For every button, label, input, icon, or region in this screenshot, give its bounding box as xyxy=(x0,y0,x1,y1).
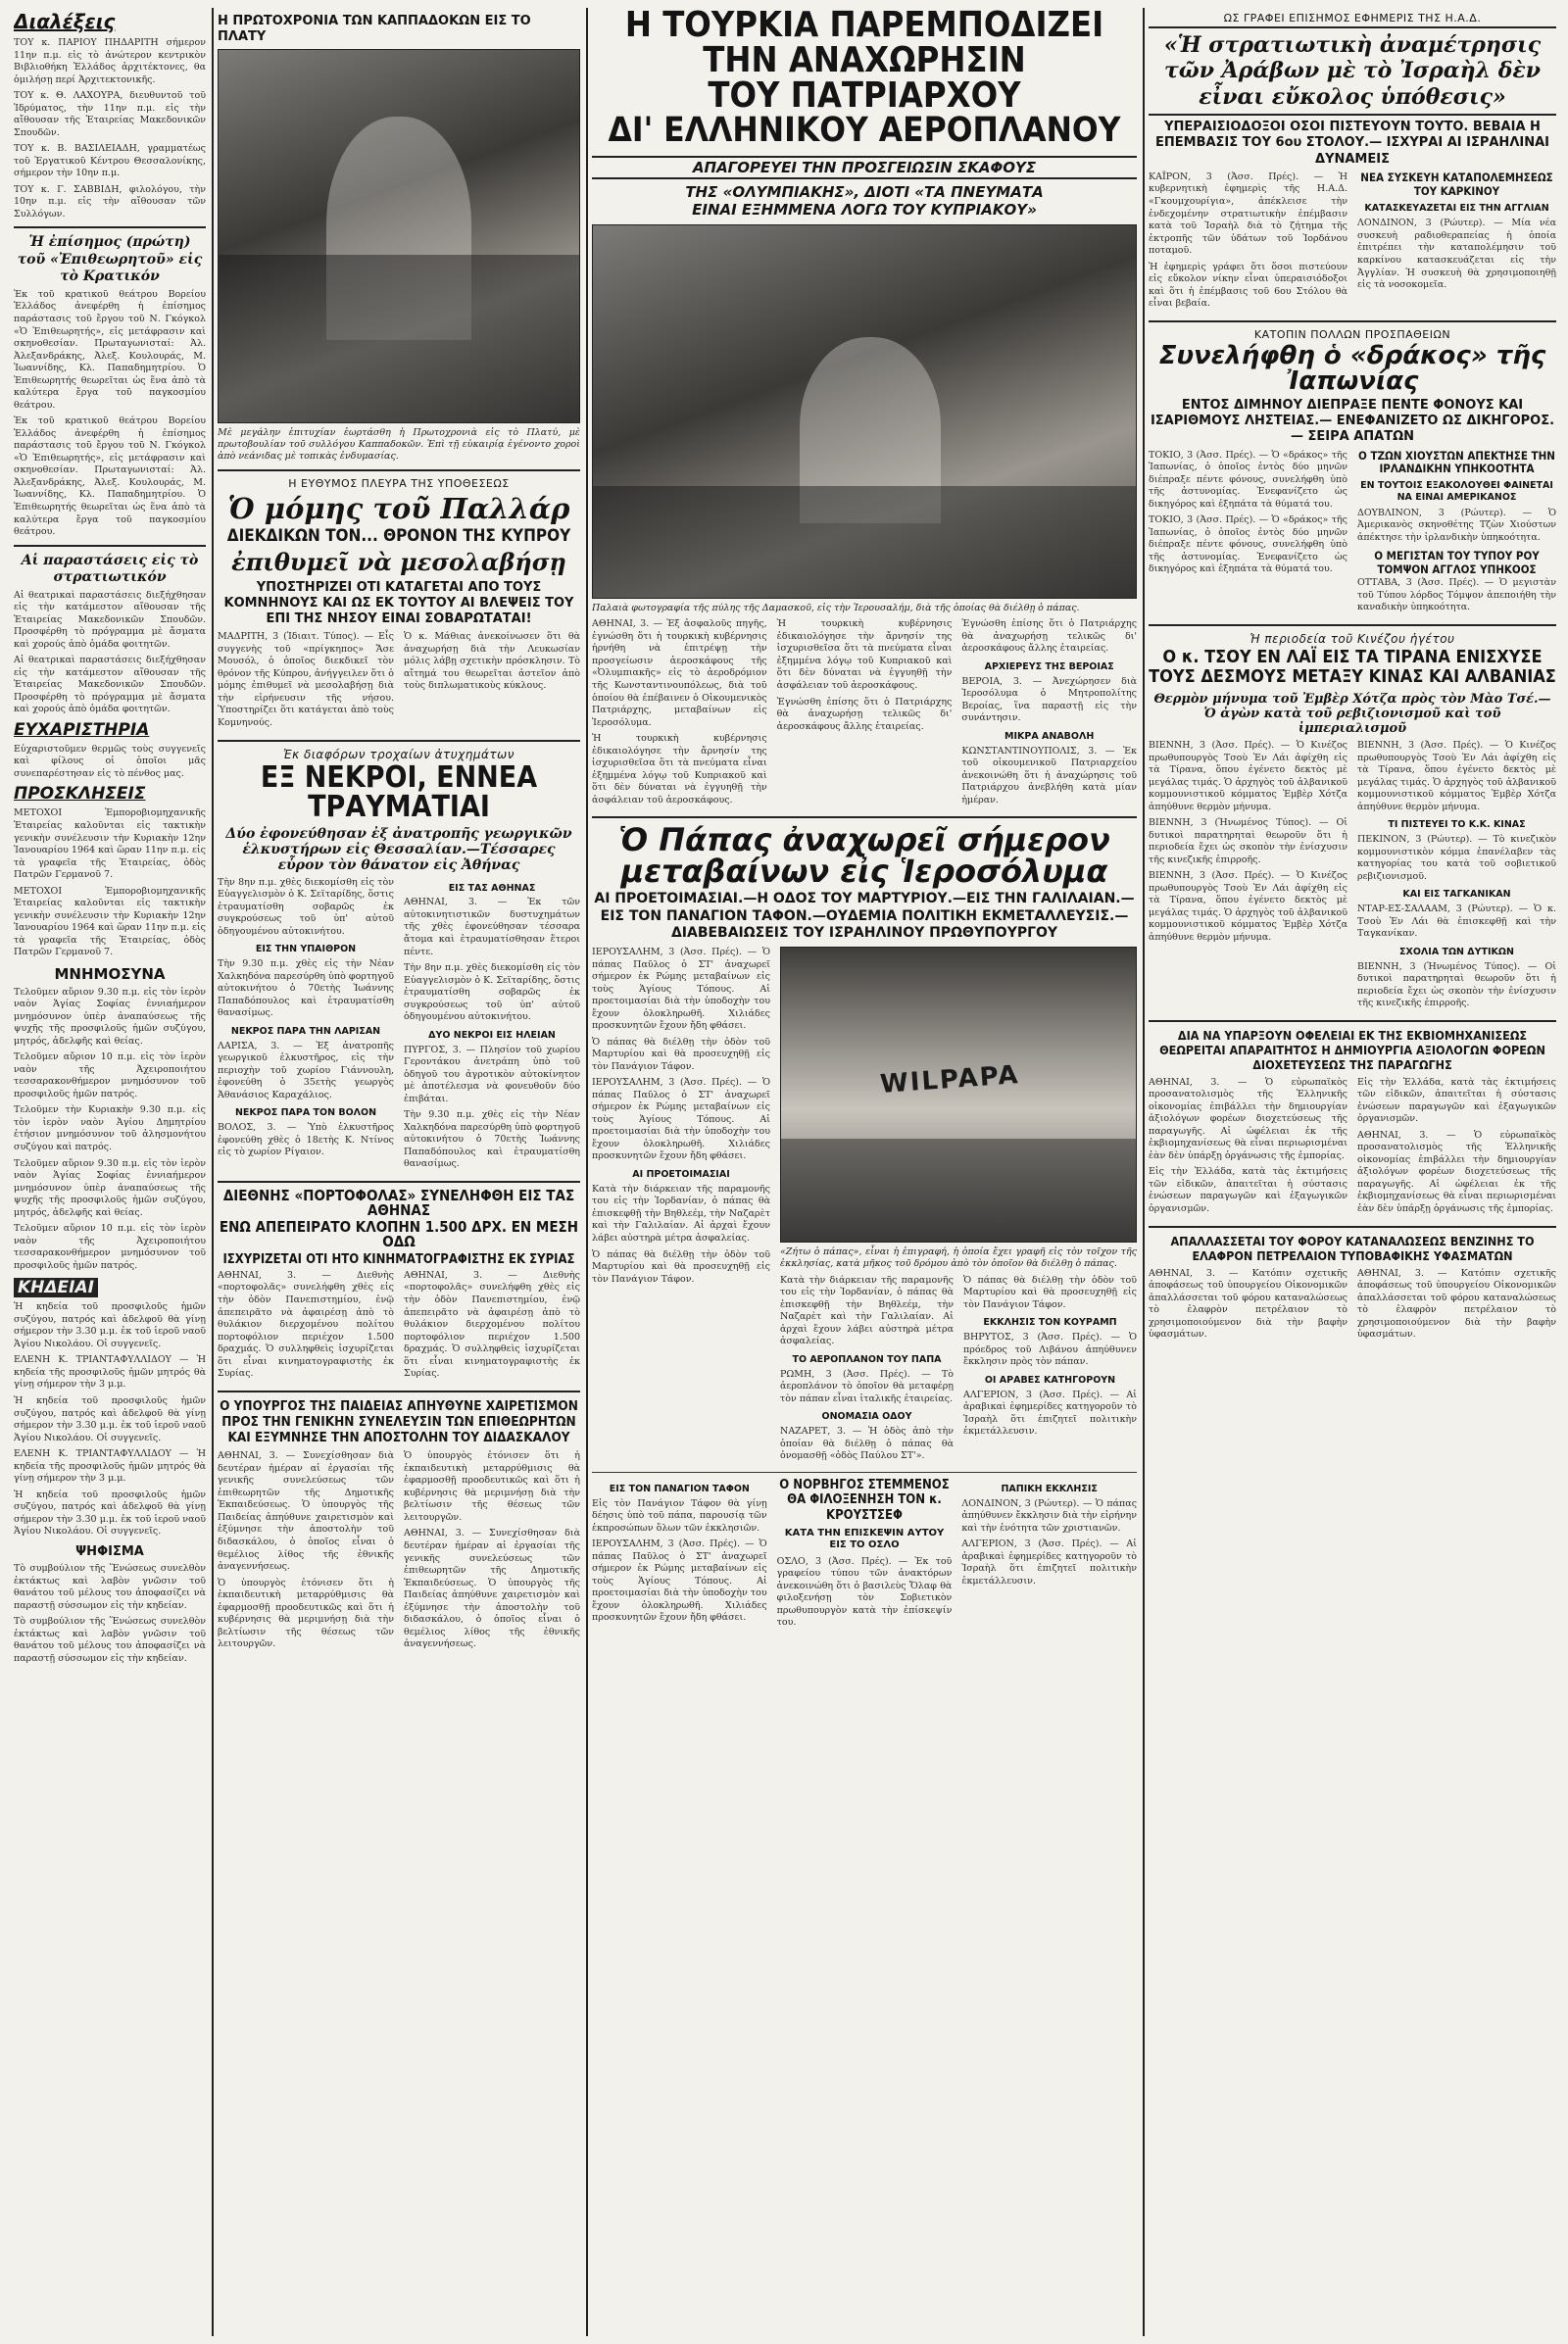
divider xyxy=(592,816,1137,818)
lecture-notice: ΤΟΥ κ. Β. ΒΑΣΙΛΕΙΑΔΗ, γραμματέως τοῦ Ἐργατικοῦ Κέντρου Θεσσαλονίκης, σήμερον τὴν 10ην π.μ. xyxy=(14,143,206,179)
lectures-heading: Διαλέξεις xyxy=(14,10,116,33)
headline-traffic: ΕΞ ΝΕΚΡΟΙ, ΕΝΝΕΑ ΤΡΑΥΜΑΤΙΑΙ xyxy=(260,759,538,824)
thanks-heading: ΕΥΧΑΡΙΣΤΗΡΙΑ xyxy=(14,719,150,740)
divider xyxy=(218,1181,580,1183)
article-body: Αἱ θεατρικαὶ παραστάσεις διεξήχθησαν εἰς τὴν κατάμεστον αἴθουσαν τῆς Ἑταιρείας Μακεδονικῶν Σπουδῶν. Προσφέρθη τὸ πρόγραμμα μὲ ἄσματα καὶ χορούς ἀπὸ ὁμάδα φοιτητῶν. xyxy=(14,589,206,650)
subheadline: ΕΝΤΟΣ ΔΙΜΗΝΟΥ ΔΙΕΠΡΑΞΕ ΠΕΝΤΕ ΦΟΝΟΥΣ ΚΑΙ ΙΣΑΡΙΘΜΟΥΣ ΛΗΣΤΕΙΑΣ.— ΕΝΕΦΑΝΙΖΕΤΟ ΩΣ ΔΙΚΗΓΟΡΟΣ.— ΣΕΙΡΑ ΑΠΑΤΩΝ xyxy=(1150,397,1555,445)
headline-norway: Ο ΝΟΡΒΗΓΟΣ ΣΤΕΜΜΕΝΟΣ ΘΑ ΦΙΛΟΞΕΝΗΣΗ ΤΟΝ κ. ΚΡΟΥΣΤΣΕΦ xyxy=(779,1477,950,1523)
article-body: ΒΕΡΟΙΑ, 3. — Ἀνεχώρησεν διὰ Ἱεροσόλυμα ὁ Μητροπολίτης Βεροίας, ἵνα παραστῇ εἰς τὴν συνάντησιν. xyxy=(961,675,1137,724)
funerals-heading: ΚΗΔΕΙΑΙ xyxy=(14,1278,98,1297)
article-body: Τὴν 8ην π.μ. χθὲς διεκομίσθη εἰς τὸν Εὐαγγελισμὸν ὁ Κ. Σεϊταρίδης, ὅστις ἐτραυματίσθη σοβαρῶς ἐκ συγκρούσεως τοῦ ὑπ' αὐτοῦ ὁδηγουμένου αὐτοκινήτου. xyxy=(404,962,580,1023)
article-body: Κατὰ τὴν διάρκειαν τῆς παραμονῆς του εἰς τὴν Ἰορδανίαν, ὁ πάπας θὰ ἐπισκεφθῇ τὴν Βηθλεέμ, τὴν Ναζαρὲτ καὶ τὴν Γαλιλαίαν. Αἱ ἀρχαὶ ἔχουν λάβει αὐστηρὰ μέτρα ἀσφαλείας. xyxy=(780,1274,954,1347)
section-head: ΤΟ ΑΕΡΟΠΛΑΝΟΝ ΤΟΥ ΠΑΠΑ xyxy=(792,1353,942,1365)
divider xyxy=(14,226,206,228)
lead-subheadline-3: ΕΙΝΑΙ ΕΞΗΜΜΕΝΑ ΛΟΓΩ ΤΟΥ ΚΥΠΡΙΑΚΟΥ» xyxy=(692,201,1037,219)
lecture-notice: ΤΟΥ κ. Γ. ΣΑΒΒΙΔΗ, φιλολόγου, τὴν 10ην π.μ. εἰς τὴν αἴθουσαν τῶν Συλλόγων. xyxy=(14,183,206,220)
article-body: ΚΑΪΡΟΝ, 3 (Ἀσσ. Πρές). — Ἡ κυβερνητικὴ ἐφημερὶς τῆς Η.Α.Δ. «Γκουμχουρίγια», ἀπέκλεισε τὴν ἐνδεχομένην στρατιωτικὴν ἐπέμβασιν κατὰ τοῦ Ἰσραὴλ διὰ τὸ ζήτημα τῆς ἐκτροπῆς τῶν ὑδάτων τοῦ Ἰορδάνου ποταμοῦ. xyxy=(1149,171,1348,257)
article-body: ΑΘΗΝΑΙ, 3. — Ὁ εὐρωπαϊκὸς προσανατολισμὸς τῆς Ἑλληνικῆς οἰκονομίας ἐπιβάλλει τὴν δημιουργίαν ἀξιολόγων φορέων διοχετεύσεως τῆς παραγωγῆς. Αἱ ὠφέλειαι ἐκ τῆς ἐκβιομηχανίσεως θὰ εἶναι περιωρισμέναι ἐὰν δὲν ὑπάρξῃ ὀργάνωσις τῆς ἐμπορίας. xyxy=(1149,1076,1348,1161)
divider xyxy=(1149,1226,1556,1228)
article-body: Ἐγνώσθη ἐπίσης ὅτι ὁ Πατριάρχης θὰ ἀναχωρήσῃ τελικῶς δι' ἀεροσκάφους ἄλλης ἑταιρείας. xyxy=(961,618,1137,655)
headline-thomson: Ο ΜΕΓΙΣΤΑΝ ΤΟΥ ΤΥΠΟΥ ΡΟΥ ΤΟΜΨΟΝ ΑΓΓΛΟΣ ΥΠΗΚΟΟΣ xyxy=(1374,549,1540,577)
subheadline-pope: ΑΙ ΠΡΟΕΤΟΙΜΑΣΙΑΙ.—Η ΟΔΟΣ ΤΟΥ ΜΑΡΤΥΡΙΟΥ.—ΕΙΣ ΤΗΝ ΓΑΛΙΛΑΙΑΝ.—ΕΙΣ ΤΟΝ ΠΑΝΑΓΙΟΝ ΤΑΦΟΝ.—ΟΥΔΕΜΙΑ ΠΟΛΙΤΙΚΗ ΕΚΜΕΤΑΛΛΕΥΣΙΣ.—ΔΙΑΒΕΒΑΙΩΣΕΙΣ ΤΟΥ ΙΣΡΑΗΛΙΝΟΥ ΠΡΩΘΥΠΟΥΡΓΟΥ xyxy=(594,891,1135,942)
headline-arabs: «Ἡ στρατιωτικὴ ἀναμέτρησις τῶν Ἀράβων μὲ τὸ Ἰσραὴλ δὲν εἶναι εὔκολος ὑπόθεσις» xyxy=(1149,26,1556,116)
article-body: Ὁ πάπας θὰ διέλθῃ τὴν ὁδὸν τοῦ Μαρτυρίου καὶ θὰ προσευχηθῇ εἰς τὸν Πανάγιον Τάφον. xyxy=(592,1248,770,1285)
headline-chou: Ο κ. ΤΣΟΥ ΕΝ ΛΑΪ ΕΙΣ ΤΑ ΤΙΡΑΝΑ ΕΝΙΣΧΥΣΕ ΤΟΥΣ ΔΕΣΜΟΥΣ ΜΕΤΑΞΥ ΚΙΝΑΣ ΚΑΙ ΑΛΒΑΝΙΑΣ xyxy=(1149,646,1556,688)
section-head: ΤΙ ΠΙΣΤΕΥΕΙ ΤΟ Κ.Κ. ΚΙΝΑΣ xyxy=(1388,819,1526,831)
subheadline: ΚΑΤΑΣΚΕΥΑΖΕΤΑΙ ΕΙΣ ΤΗΝ ΑΓΓΛΙΑΝ xyxy=(1364,202,1549,214)
article-body: ΝΑΖΑΡΕΤ, 3. — Ἡ ὁδὸς ἀπὸ τὴν ὁποίαν θὰ διέλθῃ ὁ πάπας θὰ ὀνομασθῇ «ὁδὸς Παύλου ΣΤ'». xyxy=(780,1426,954,1462)
article-body: ΒΙΕΝΝΗ, 3 (Ἀσσ. Πρές). — Ὁ Κινέζος πρωθυπουργὸς Τσοὺ Ἐν Λάι ἀφίχθη εἰς τὰ Τίρανα, ὅπου ἐγένετο δεκτὸς μὲ μεγάλας τιμάς. Ὁ ἀρχηγὸς τοῦ ἀλβανικοῦ κομμουνιστικοῦ κόμματος Ἐμβὲρ Χότζα ἀπηύθυνε θερμὸν μήνυμα. xyxy=(1149,740,1348,812)
column-domestic xyxy=(218,8,580,2336)
article-body: ΒΟΛΟΣ, 3. — Ὑπὸ ἑλκυστῆρος ἐφονεύθη χθὲς ὁ 18ετὴς Κ. Ντίνος εἰς τὸ χωρίον Ρίγαιον. xyxy=(218,1122,394,1158)
lead-headline-3: ΤΟΥ ΠΑΤΡΙΑΡΧΟΥ xyxy=(708,75,1021,116)
section-head: ΕΙΣ ΤΑΣ ΑΘΗΝΑΣ xyxy=(448,882,536,894)
section-head: ΚΑΙ ΕΙΣ ΤΑΓΚΑΝΙΚΑΝ xyxy=(1402,889,1511,901)
article-body: ΒΗΡΥΤΟΣ, 3 (Ἀσσ. Πρές). — Ὁ πρόεδρος τοῦ Λιβάνου ἀπηύθυνεν ἔκκλησιν πρὸς τὸν πάπαν. xyxy=(963,1332,1137,1368)
article-body: ΑΘΗΝΑΙ, 3. — Συνεχίσθησαν διὰ δευτέραν ἡμέραν αἱ ἐργασίαι τῆς γενικῆς συνελεύσεως τῶν ἐπιθεωρητῶν τῆς Δημοτικῆς Ἐκπαιδεύσεως. Ὁ ὑπουργὸς τῆς Παιδείας ἀπηύθυνε χαιρετισμὸν καὶ ἐξύμνησε τὴν ἀποστολὴν τοῦ διδασκάλου, ὁ ὁποῖος εἶναι ὁ θεμέλιος λίθος τῆς ἐθνικῆς ἀναγεννήσεως. xyxy=(218,1450,394,1573)
lecture-notice: ΤΟΥ κ. Θ. ΛΑΧΟΥΡΑ, διευθυντοῦ τοῦ Ἰδρύματος, τὴν 11ην π.μ. εἰς τὴν αἴθουσαν τῆς Ἑταιρείας Μακεδονικῶν Σπουδῶν. xyxy=(14,90,206,138)
article-body: Ὁ πάπας θὰ διέλθῃ τὴν ὁδὸν τοῦ Μαρτυρίου καὶ θὰ προσευχηθῇ εἰς τὸν Πανάγιον Τάφον. xyxy=(592,1036,770,1072)
kicker: ΩΣ ΓΡΑΦΕΙ ΕΠΙΣΗΜΟΣ ΕΦΗΜΕΡΙΣ ΤΗΣ Η.Α.Δ. xyxy=(1223,12,1482,24)
article-body: Εἰς τὸν Πανάγιον Τάφον θὰ γίνῃ δέησις ὑπὸ τοῦ πάπα, παρουσίᾳ τῶν ἐκπροσώπων ὅλων τῶν ἐκκλησιῶν. xyxy=(592,1497,767,1534)
divider xyxy=(1149,320,1556,322)
article-body: ΙΕΡΟΥΣΑΛΗΜ, 3 (Ἀσσ. Πρές). — Ὁ πάπας Παῦλος ὁ ΣΤ' ἀναχωρεῖ σήμερον ἐκ Ρώμης μεταβαίνων εἰς τοὺς Ἁγίους Τόπους. Αἱ προετοιμασίαι διὰ τὴν ὑποδοχὴν του ἔχουν ὁλοκληρωθῆ. Χιλιάδες προσκυνητῶν ἔχουν ἤδη φθάσει. xyxy=(592,1077,770,1162)
article-body: Ὁ ὑπουργὸς ἐτόνισεν ὅτι ἡ ἐκπαιδευτικὴ μεταρρύθμισις θὰ ἐφαρμοσθῇ προοδευτικῶς καὶ ὅτι ἡ κυβέρνησις θὰ μεριμνήσῃ διὰ τὴν βελτίωσιν τῆς θέσεως τῶν λειτουργῶν. xyxy=(218,1577,394,1650)
funeral-notice: ΕΛΕΝΗ Κ. ΤΡΙΑΝΤΑΦΥΛΛΙΔΟΥ — Ἡ κηδεία τῆς προσφιλοῦς ἡμῶν μητρός θὰ γίνῃ σήμερον τὴν 3 μ.μ. xyxy=(14,1354,206,1391)
headline-huston: Ο ΤΖΩΝ ΧΙΟΥΣΤΩΝ ΑΠΕΚΤΗΣΕ ΤΗΝ ΙΡΛΑΝΔΙΚΗΝ ΥΠΗΚΟΟΤΗΤΑ xyxy=(1358,448,1555,476)
memorial-notice: Τελοῦμεν αὔριον 10 π.μ. εἰς τὸν ἱερὸν ναὸν τῆς Ἀχειροποιήτου τεσσαρακονθήμερον μνημόσυνον τοῦ προσφιλοῦς ἡμῶν πατρός. xyxy=(14,1223,206,1271)
divider xyxy=(218,740,580,742)
article-body: Ἐγνώσθη ἐπίσης ὅτι ὁ Πατριάρχης θὰ ἀναχωρήσῃ τελικῶς δι' ἀεροσκάφους ἄλλης ἑταιρείας. xyxy=(776,696,953,732)
article-body: ΛΑΡΙΣΑ, 3. — Ἐξ ἀνατροπῆς γεωργικοῦ ἑλκυστῆρος, εἰς τὴν περιοχὴν τοῦ χωρίου Γιάννουλη, ἐφονεύθη ὁ 35ετὴς γεωργὸς Ἀθανάσιος Καραχάλιος. xyxy=(218,1040,394,1100)
kicker: Ἡ περιοδεία τοῦ Κινέζου ἡγέτου xyxy=(1250,631,1455,646)
column-rule xyxy=(586,8,588,2336)
memorial-notice: Τελοῦμεν αὔριον 10 π.μ. εἰς τὸν ἱερὸν ναὸν τῆς Ἀχειροποιήτου τεσσαρακονθήμερον μνημόσυνον τοῦ προσφιλοῦς ἡμῶν πατρός. xyxy=(14,1051,206,1099)
section-head: ΟΝΟΜΑΣΙΑ ΟΔΟΥ xyxy=(821,1411,912,1423)
subheadline: ΥΠΕΡΑΙΣΙΟΔΟΞΟΙ ΟΣΟΙ ΠΙΣΤΕΥΟΥΝ ΤΟΥΤΟ. ΒΕΒΑΙΑ Η ΕΠΕΜΒΑΣΙΣ ΤΟΥ 6ου ΣΤΟΛΟΥ.— ΙΣΧΥΡΑΙ ΑΙ ΙΣΡΑΗΛΙΝΑΙ ΔΥΝΑΜΕΙΣ xyxy=(1155,120,1549,167)
divider xyxy=(218,469,580,471)
section-head: ΔΥΟ ΝΕΚΡΟΙ ΕΙΣ ΗΛΕΙΑΝ xyxy=(428,1029,556,1041)
damascus-gate-photo xyxy=(592,224,1137,599)
wall-inscription-text: WILPAPA xyxy=(879,1060,1021,1099)
article-body: ΟΣΛΟ, 3 (Ἀσσ. Πρές). — Ἐκ τοῦ γραφείου τύπου τῶν ἀνακτόρων ἀνεκοινώθη ὅτι ὁ βασιλεὺς Ὄλαφ θὰ φιλοξενήσῃ τὸν Σοβιετικὸν πρωθυπουργὸν κατὰ τὴν ἐπίσκεψίν του. xyxy=(776,1555,953,1629)
divider xyxy=(592,1472,1137,1473)
lead-subheadline-2: ΤΗΣ «ΟΛΥΜΠΙΑΚΗΣ», ΔΙΟΤΙ «ΤΑ ΠΝΕΥΜΑΤΑ xyxy=(685,183,1044,201)
article-body: Αἱ θεατρικαὶ παραστάσεις διεξήχθησαν εἰς τὴν κατάμεστον αἴθουσαν τῆς Ἑταιρείας Μακεδονικῶν Σπουδῶν. Προσφέρθη τὸ πρόγραμμα μὲ ἄσματα καὶ χορούς ἀπὸ ὁμάδα φοιτητῶν. xyxy=(14,655,206,715)
funeral-notice: Ἡ κηδεία τοῦ προσφιλοῦς ἡμῶν συζύγου, πατρός καὶ ἀδελφοῦ θὰ γίνῃ σήμερον τὴν 3.30 μ.μ. ἐκ τοῦ ἱεροῦ ναοῦ Ἁγίου Νικολάου. Οἱ συγγενεῖς. xyxy=(14,1301,206,1349)
article-body: Ἡ τουρκικὴ κυβέρνησις ἐδικαιολόγησε τὴν ἄρνησίν της ἰσχυρισθεῖσα ὅτι τὰ πνεύματα εἶναι ἐξημμένα λόγῳ τοῦ Κυπριακοῦ καὶ ὅτι δὲν δύναται νὰ ἐγγυηθῇ τὴν ἀσφάλειαν τοῦ ἀεροσκάφους. xyxy=(592,733,767,806)
kicker: ΚΑΤΟΠΙΝ ΠΟΛΛΩΝ ΠΡΟΣΠΑΘΕΙΩΝ xyxy=(1253,327,1451,341)
headline-throne: ΔΙΕΚΔΙΚΩΝ ΤΟΝ... ΘΡΟΝΟΝ ΤΗΣ ΚΥΠΡΟΥ xyxy=(226,525,571,546)
section-head: ΝΕΚΡΟΣ ΠΑΡΑ ΤΗΝ ΛΑΡΙΣΑΝ xyxy=(230,1025,381,1037)
article-body: ΒΙΕΝΝΗ, 3 (Ἡνωμένος Τύπος). — Οἱ δυτικοὶ παρατηρηταὶ θεωροῦν ὅτι ἡ περιοδεία ἔχει ὡς σκοπὸν τὴν ἐνίσχυσιν τῆς κινεζικῆς ἐπιρροῆς. xyxy=(1357,960,1556,1009)
headline-pope-2: μεταβαίνων εἰς Ἱεροσόλυμα xyxy=(620,853,1108,891)
lead-headline-2: ΤΗΝ ΑΝΑΧΩΡΗΣΙΝ xyxy=(703,40,1026,80)
article-body: ΤΟΚΙΟ, 3 (Ἀσσ. Πρές). — Ὁ «δράκος» τῆς Ἰαπωνίας, ὁ ὁποῖος ἐντὸς δύο μηνῶν διέπραξε πέντε φόνους, συνελήφθη ὑπὸ τῆς ἀστυνομίας. Ἐνεφανίζετο ὡς δικηγόρος καὶ ἐξηπάτα τὰ θύματά του. xyxy=(1149,449,1348,510)
photo-caption: Παλαιὰ φωτογραφία τῆς πύλης τῆς Δαμασκοῦ, εἰς τὴν Ἱερουσαλήμ, διὰ τῆς ὁποίας θὰ διέλθῃ ὁ πάπας. xyxy=(592,603,1080,613)
photo-caption: Μὲ μεγάλην ἐπιτυχίαν ἑωρτάσθη ἡ Πρωτοχρονιὰ εἰς τὸ Πλατύ, μὲ πρωτοβουλίαν τοῦ συλλόγου Καππαδοκῶν. Ἐπὶ τῇ εὐκαιρίᾳ ἐγένοντο χοροὶ ἀπὸ νεάνιδας μὲ τοπικὰς ἐνδυμασίας. xyxy=(218,426,580,463)
memorial-notice: Τελοῦμεν αὔριον 9.30 π.μ. εἰς τὸν ἱερὸν ναὸν Ἁγίας Σοφίας ἐννιαήμερον μνημόσυνον ὑπὲρ ἀναπαύσεως τῆς ψυχῆς τῆς προσφιλοῦς ἡμῶν συζύγου, μητρός, ἀδελφῆς καὶ θείας. xyxy=(14,1157,206,1218)
invitation-notice: ΜΕΤΟΧΟΙ Ἐμποροβιομηχανικῆς Ἑταιρείας καλοῦνται εἰς τακτικὴν γενικὴν συνέλευσιν τὴν Κυριακὴν 12ην Ἰανουαρίου 1964 καὶ ὥραν 11ην π.μ. εἰς τὰ γραφεῖα τῆς Ἑταιρείας, ὁδὸς Πατρῶν Γερμανοῦ 7. xyxy=(14,885,206,958)
article-body: ΑΛΓΕΡΙΟΝ, 3 (Ἀσσ. Πρές). — Αἱ ἀραβικαὶ ἐφημερίδες κατηγοροῦν τὸ Ἰσραὴλ ὅτι ἐπιζητεῖ πολιτικὴν ἐκμετάλλευσιν. xyxy=(961,1538,1137,1587)
subheadline: ΥΠΟΣΤΗΡΙΖΕΙ ΟΤΙ ΚΑΤΑΓΕΤΑΙ ΑΠΟ ΤΟΥΣ ΚΟΜΝΗΝΟΥΣ ΚΑΙ ΩΣ ΕΚ ΤΟΥΤΟΥ ΑΙ ΒΛΕΨΕΙΣ ΤΟΥ ΕΠΙ ΤΗΣ ΝΗΣΟΥ ΕΙΝΑΙ ΣΟΒΑΡΩΤΑΤΑΙ! xyxy=(223,579,574,627)
headline-pallar: Ὁ μόμης τοῦ Παλλάρ xyxy=(227,491,570,525)
resolution-heading: ΨΗΦΙΣΜΑ xyxy=(75,1543,144,1559)
article-body: ΑΛΓΕΡΙΟΝ, 3 (Ἀσσ. Πρές). — Αἱ ἀραβικαὶ ἐφημερίδες κατηγοροῦν τὸ Ἰσραὴλ ὅτι ἐπιζητεῖ πολιτικὴν ἐκμετάλλευσιν. xyxy=(963,1389,1137,1438)
section-head: ΕΙΣ ΤΗΝ ΥΠΑΙΘΡΟΝ xyxy=(255,944,357,955)
headline-dragon: Συνελήφθη ὁ «δράκος» τῆς Ἰαπωνίας xyxy=(1158,340,1546,396)
invitation-notice: ΜΕΤΟΧΟΙ Ἐμποροβιομηχανικῆς Ἑταιρείας καλοῦνται εἰς τακτικὴν γενικὴν συνέλευσιν τὴν Κυριακὴν 12ην Ἰανουαρίου 1964 καὶ ὥραν 11ην π.μ. εἰς τὰ γραφεῖα τῆς Ἑταιρείας, ὁδὸς Πατρῶν Γερμανοῦ 7. xyxy=(14,807,206,881)
resolution-notice: Τὸ συμβούλιον τῆς Ἕνώσεως συνελθὸν ἐκτάκτως καὶ λαβὸν γνῶσιν τοῦ θανάτου τοῦ μέλους του ἀποφασίζει νὰ παραστῇ σύσσωμον εἰς τὴν κηδείαν. xyxy=(14,1563,206,1611)
article-body: ΑΘΗΝΑΙ, 3. — Ἐξ ἀσφαλοῦς πηγῆς, ἐγνώσθη ὅτι ἡ τουρκικὴ κυβέρνησις ἠρνήθη νὰ ἐπιτρέψῃ τὴν προσγείωσιν ἀεροσκάφους τῆς «Ὀλυμπιακῆς» εἰς τὸ ἀεροδρόμιον τῆς Κωνσταντινουπόλεως, διὰ τοῦ ὁποίου θὰ ἐπέβαινεν ὁ Οἰκουμενικὸς Πατριάρχης, μεταβαίνων εἰς Ἱεροσόλυμα. xyxy=(592,618,767,728)
article-body: ΙΕΡΟΥΣΑΛΗΜ, 3 (Ἀσσ. Πρές). — Ὁ πάπας Παῦλος ὁ ΣΤ' ἀναχωρεῖ σήμερον ἐκ Ρώμης μεταβαίνων εἰς τοὺς Ἁγίους Τόπους. Αἱ προετοιμασίαι διὰ τὴν ὑποδοχὴν του ἔχουν ὁλοκληρωθῆ. Χιλιάδες προσκυνητῶν ἔχουν ἤδη φθάσει. xyxy=(592,1538,767,1624)
article-body: ΟΤΤΑΒΑ, 3 (Ἀσσ. Πρές). — Ὁ μεγιστὰν τοῦ Τύπου λόρδος Τόμψον ἀπεποιήθη τὴν καναδικὴν ὑπηκοότητα. xyxy=(1357,577,1556,613)
section-head: ΟΙ ΑΡΑΒΕΣ ΚΑΤΗΓΟΡΟΥΝ xyxy=(984,1374,1116,1386)
column-rule xyxy=(212,8,214,2336)
headline-pickpocket: ΔΙΕΘΝΗΣ «ΠΟΡΤΟΦΟΛΑΣ» ΣΥΝΕΛΗΦΘΗ ΕΙΣ ΤΑΣ ΑΘΗΝΑΣ xyxy=(222,1186,575,1219)
funeral-notice: Ἡ κηδεία τοῦ προσφιλοῦς ἡμῶν συζύγου, πατρός καὶ ἀδελφοῦ θὰ γίνῃ σήμερον τὴν 3.30 μ.μ. ἐκ τοῦ ἱεροῦ ναοῦ Ἁγίου Νικολάου. Οἱ συγγενεῖς. xyxy=(14,1489,206,1538)
lead-headline-4: ΔΙ' ΕΛΛΗΝΙΚΟΥ ΑΕΡΟΠΛΑΝΟΥ xyxy=(608,111,1121,150)
section-head: ΜΙΚΡΑ ΑΝΑΒΟΛΗ xyxy=(1004,730,1095,742)
subheadline-norway: ΚΑΤΑ ΤΗΝ ΕΠΙΣΚΕΨΙΝ ΑΥΤΟΥ ΕΙΣ ΤΟ ΟΣΛΟ xyxy=(784,1527,945,1551)
memorials-heading: ΜΝΗΜΟΣΥΝΑ xyxy=(54,964,166,983)
article-body: ΑΘΗΝΑΙ, 3. — Κατόπιν σχετικῆς ἀποφάσεως τοῦ ὑπουργείου Οἰκονομικῶν ἀπαλλάσσεται τοῦ φόρου καταναλώσεως τὸ ἐλαφρὸν πετρέλαιον τὸ χρησιμοποιούμενον διὰ τὴν βαφὴν ὑφασμάτων. xyxy=(1357,1267,1556,1341)
article-body: Ὁ κ. Μάθιας ἀνεκοίνωσεν ὅτι θὰ ἀναχωρήσῃ διὰ τὴν Λευκωσίαν μόλις λάβῃ σχετικὴν πρόσκλησιν. Τὸ αἴτημά του θεωρεῖται ἀστεῖον ἀπὸ τοὺς διπλωματικοὺς κύκλους. xyxy=(404,631,580,692)
article-body: Τὴν 8ην π.μ. χθὲς διεκομίσθη εἰς τὸν Εὐαγγελισμὸν ὁ Κ. Σεϊταρίδης, ὅστις ἐτραυματίσθη σοβαρῶς ἐκ συγκρούσεως τοῦ ὑπ' αὐτοῦ ὁδηγουμένου αὐτοκινήτου. xyxy=(218,876,394,937)
article-body: ΛΟΝΔΙΝΟΝ, 3 (Ρώυτερ). — Μία νέα συσκευὴ ραδιοθεραπείας ἡ ὁποία ἐπιτρέπει τὴν καταπολέμησιν τοῦ καρκίνου κατασκευάζεται εἰς τὴν Ἀγγλίαν. Ἡ συσκευὴ θὰ χρησιμοποιηθῇ εἰς τὰ νοσοκομεῖα. xyxy=(1357,218,1556,291)
section-head: ΠΑΠΙΚΗ ΕΚΚΛΗΣΙΣ xyxy=(1001,1483,1098,1494)
column-front-lead xyxy=(592,8,1137,2336)
memorial-notice: Τελοῦμεν αὔριον 9.30 π.μ. εἰς τὸν ἱερὸν ναὸν Ἁγίας Σοφίας ἐννιαήμερον μνημόσυνον ὑπὲρ ἀναπαύσεως τῆς ψυχῆς τῆς προσφιλοῦς ἡμῶν συζύγου, μητρός, ἀδελφῆς καὶ θείας. xyxy=(14,986,206,1047)
article-body: Ἡ ἐφημερὶς γράφει ὅτι ὅσοι πιστεύουν εἰς εὔκολον νίκην εἶναι ὑπεραισιόδοξοι καὶ ὅτι ἡ ἐπέμβασις τοῦ 6ου Στόλου θὰ εἶναι βεβαία. xyxy=(1149,261,1348,310)
article-body: ΡΩΜΗ, 3 (Ἀσσ. Πρές). — Τὸ ἀεροπλάνον τὸ ὁποῖον θὰ μεταφέρῃ τὸν πάπαν εἶναι ἰταλικῆς ἑταιρείας. xyxy=(780,1368,954,1404)
article-body: ΑΘΗΝΑΙ, 3. — Συνεχίσθησαν διὰ δευτέραν ἡμέραν αἱ ἐργασίαι τῆς γενικῆς συνελεύσεως τῶν ἐπιθεωρητῶν τῆς Δημοτικῆς Ἐκπαιδεύσεως. Ὁ ὑπουργὸς τῆς Παιδείας ἀπηύθυνε χαιρετισμὸν καὶ ἐξύμνησε τὴν ἀποστολὴν τοῦ διδασκάλου, ὁ ὁποῖος εἶναι ὁ θεμέλιος λίθος τῆς ἐθνικῆς ἀναγεννήσεως. xyxy=(404,1528,580,1650)
photo-heading: Η ΠΡΩΤΟΧΡΟΝΙΑ ΤΩΝ ΚΑΠΠΑΔΟΚΩΝ ΕΙΣ ΤΟ ΠΛΑΤΥ xyxy=(218,14,531,45)
section-head: ΕΚΚΛΗΣΙΣ ΤΟΝ ΚΟΥΡΑΜΠ xyxy=(983,1317,1117,1329)
column-classifieds xyxy=(14,8,206,2336)
article-body: ΒΙΕΝΝΗ, 3 (Ἀσσ. Πρές). — Ὁ Κινέζος πρωθυπουργὸς Τσοὺ Ἐν Λάι ἀφίχθη εἰς τὰ Τίρανα, ὅπου ἐγένετο δεκτὸς μὲ μεγάλας τιμάς. Ὁ ἀρχηγὸς τοῦ ἀλβανικοῦ κομμουνιστικοῦ κόμματος Ἐμβὲρ Χότζα ἀπηύθυνε θερμὸν μήνυμα. xyxy=(1149,870,1348,943)
headline-pope: Ὁ Πάπας ἀναχωρεῖ σήμερον xyxy=(618,821,1110,859)
headline-education: Ο ΥΠΟΥΡΓΟΣ ΤΗΣ ΠΑΙΔΕΙΑΣ ΑΠΗΥΘΥΝΕ ΧΑΙΡΕΤΙΣΜΟΝ ΠΡΟΣ ΤΗΝ ΓΕΝΙΚΗΝ ΣΥΝΕΛΕΥΣΙΝ ΤΩΝ ΕΠΙΘΕΩΡΗΤΩΝ ΚΑΙ ΕΞΥΜΝΗΣΕ ΤΗΝ ΑΠΟΣΤΟΛΗΝ ΤΟΥ ΔΙΔΑΣΚΑΛΟΥ xyxy=(220,1397,578,1446)
article-body: ΑΘΗΝΑΙ, 3. — Ἐκ τῶν αὐτοκινητιστικῶν δυστυχημάτων τῆς χθὲς ἐφονεύθησαν τέσσαρα ἄτομα καὶ ἐτραυματίσθησαν ἕτεροι πέντε. xyxy=(404,897,580,957)
article-body: Τὴν 9.30 π.μ. χθὲς εἰς τὴν Νέαν Χαλκηδόνα παρεσύρθη ὑπὸ φορτηγοῦ αὐτοκινήτου ὁ 70ετὴς Ἰωάννης Παπαδόπουλος καὶ ἐτραυματίσθη θανασίμως. xyxy=(218,958,394,1019)
article-body: Κατὰ τὴν διάρκειαν τῆς παραμονῆς του εἰς τὴν Ἰορδανίαν, ὁ πάπας θὰ ἐπισκεφθῇ τὴν Βηθλεέμ, τὴν Ναζαρὲτ καὶ τὴν Γαλιλαίαν. Αἱ ἀρχαὶ ἔχουν λάβει αὐστηρὰ μέτρα ἀσφαλείας. xyxy=(592,1183,770,1244)
headline-pickpocket-3: ΙΣΧΥΡΙΖΕΤΑΙ ΟΤΙ ΗΤΟ ΚΙΝΗΜΑΤΟΓΡΑΦΙΣΤΗΣ ΕΚ ΣΥΡΙΑΣ xyxy=(222,1251,575,1267)
funeral-notice: ΕΛΕΝΗ Κ. ΤΡΙΑΝΤΑΦΥΛΛΙΔΟΥ — Ἡ κηδεία τῆς προσφιλοῦς ἡμῶν μητρός θὰ γίνῃ σήμερον τὴν 3 μ.μ. xyxy=(14,1448,206,1485)
resolution-notice: Τὸ συμβούλιον τῆς Ἕνώσεως συνελθὸν ἐκτάκτως καὶ λαβὸν γνῶσιν τοῦ θανάτου τοῦ μέλους του ἀποφασίζει νὰ παραστῇ σύσσωμον εἰς τὴν κηδείαν. xyxy=(14,1616,206,1664)
divider xyxy=(1149,1020,1556,1022)
headline-mediate: ἐπιθυμεῖ νὰ μεσολαβήσῃ xyxy=(231,547,566,576)
kicker: Η ΕΥΘΥΜΟΣ ΠΛΕΥΡΑ ΤΗΣ ΥΠΟΘΕΣΕΩΣ xyxy=(288,476,510,490)
section-head: ΑΡΧΙΕΡΕΥΣ ΤΗΣ ΒΕΡΟΙΑΣ xyxy=(984,660,1114,672)
article-body: ΔΟΥΒΛΙΝΟΝ, 3 (Ρώυτερ). — Ὁ Ἀμερικανὸς σκηνοθέτης Τζὼν Χιούστων ἀπέκτησε τὴν ἰρλανδικὴν ὑπηκοότητα. xyxy=(1357,507,1556,543)
invitations-heading: ΠΡΟΣΚΛΗΣΕΙΣ xyxy=(14,784,146,805)
article-body: ΠΕΚΙΝΟΝ, 3 (Ρώυτερ). — Τὸ κινεζικὸν κομμουνιστικὸν κόμμα ἐπανέλαβεν τὰς κατηγορίας του κατὰ τοῦ σοβιετικοῦ ρεβιζιονισμοῦ. xyxy=(1357,834,1556,882)
article-body: ΙΕΡΟΥΣΑΛΗΜ, 3 (Ἀσσ. Πρές). — Ὁ πάπας Παῦλος ὁ ΣΤ' ἀναχωρεῖ σήμερον ἐκ Ρώμης μεταβαίνων εἰς τοὺς Ἁγίους Τόπους. Αἱ προετοιμασίαι διὰ τὴν ὑποδοχὴν του ἔχουν ὁλοκληρωθῆ. Χιλιάδες προσκυνητῶν ἔχουν ἤδη φθάσει. xyxy=(592,946,770,1032)
subheadline: ΕΝ ΤΟΥΤΟΙΣ ΕΞΑΚΟΛΟΥΘΕΙ ΦΑΙΝΕΤΑΙ ΝΑ ΕΙΝΑΙ ΑΜΕΡΙΚΑΝΟΣ xyxy=(1360,480,1553,503)
article-body: ΒΙΕΝΝΗ, 3 (Ἀσσ. Πρές). — Ὁ Κινέζος πρωθυπουργὸς Τσοὺ Ἐν Λάι ἀφίχθη εἰς τὰ Τίρανα, ὅπου ἐγένετο δεκτὸς μὲ μεγάλας τιμάς. Ὁ ἀρχηγὸς τοῦ ἀλβανικοῦ κομμουνιστικοῦ κόμματος Ἐμβὲρ Χότζα ἀπηύθυνε θερμὸν μήνυμα. xyxy=(1357,740,1556,812)
lead-subheadline-1: ΑΠΑΓΟΡΕΥΕΙ ΤΗΝ ΠΡΟΣΓΕΙΩΣΙΝ ΣΚΑΦΟΥΣ xyxy=(592,156,1137,179)
section-head: ΝΕΚΡΟΣ ΠΑΡΑ ΤΟΝ ΒΟΛΟΝ xyxy=(234,1107,377,1119)
article-body: Ὁ ὑπουργὸς ἐτόνισεν ὅτι ἡ ἐκπαιδευτικὴ μεταρρύθμισις θὰ ἐφαρμοσθῇ προοδευτικῶς καὶ ὅτι ἡ κυβέρνησις θὰ μεριμνήσῃ διὰ τὴν βελτίωσιν τῆς θέσεως τῶν λειτουργῶν. xyxy=(404,1450,580,1523)
article-body: ΒΙΕΝΝΗ, 3 (Ἡνωμένος Τύπος). — Οἱ δυτικοὶ παρατηρηταὶ θεωροῦν ὅτι ἡ περιοδεία ἔχει ὡς σκοπὸν τὴν ἐνίσχυσιν τῆς κινεζικῆς ἐπιρροῆς. xyxy=(1149,817,1348,865)
article-body: Εἰς τὴν Ἑλλάδα, κατὰ τὰς ἐκτιμήσεις τῶν εἰδικῶν, ἀπαιτεῖται ἡ σύστασις ἑνώσεων παραγωγῶν καὶ ἐξαγωγικῶν ὀργανισμῶν. xyxy=(1149,1166,1348,1214)
article-body: ΑΘΗΝΑΙ, 3. — Διεθνὴς «πορτοφολᾶς» συνελήφθη χθὲς εἰς τὴν ὁδὸν Πανεπιστημίου, ἐνῷ ἀπεπειρᾶτο νὰ ἀφαιρέσῃ ἀπὸ τὸ θυλάκιον διερχομένου πολίτου πορτοφόλιον περιέχον 1.500 δραχμάς. Ὁ συλληφθεὶς ἰσχυρίζεται ὅτι εἶναι κινηματογραφιστὴς ἐκ Συρίας. xyxy=(218,1269,394,1380)
article-body: ΑΘΗΝΑΙ, 3. — Ὁ εὐρωπαϊκὸς προσανατολισμὸς τῆς Ἑλληνικῆς οἰκονομίας ἐπιβάλλει τὴν δημιουργίαν ἀξιολόγων φορέων διοχετεύσεως τῆς παραγωγῆς. Αἱ ὠφέλειαι ἐκ τῆς ἐκβιομηχανίσεως θὰ εἶναι περιωρισμέναι ἐὰν δὲν ὑπάρξῃ ὀργάνωσις τῆς ἐμπορίας. xyxy=(1357,1129,1556,1214)
article-body: ΛΟΝΔΙΝΟΝ, 3 (Ρώυτερ). — Ὁ πάπας ἀπηύθυνεν ἔκκλησιν διὰ τὴν εἰρήνην καὶ τὴν ἑνότητα τῶν χριστιανῶν. xyxy=(961,1497,1137,1534)
article-body: ΑΘΗΝΑΙ, 3. — Κατόπιν σχετικῆς ἀποφάσεως τοῦ ὑπουργείου Οἰκονομικῶν ἀπαλλάσσεται τοῦ φόρου καταναλώσεως τὸ ἐλαφρὸν πετρέλαιον τὸ χρησιμοποιούμενον διὰ τὴν βαφὴν ὑφασμάτων. xyxy=(1149,1267,1348,1341)
photo-caption: «Ζήτω ὁ πάπας», εἶναι ἡ ἐπιγραφή, ἡ ὁποία ἔχει γραφῆ εἰς τὸν τοῖχον τῆς ἐκκλησίας, κατὰ μῆκος τοῦ δρόμου ἀπὸ τὸν ὁποῖον θὰ διέλθῃ ὁ πάπας. xyxy=(780,1245,1137,1270)
kicker: Ἐκ διαφόρων τροχαίων ἀτυχημάτων xyxy=(283,747,514,761)
performances-heading: Αἱ παραστάσεις εἰς τὸ στρατιωτικόν xyxy=(21,552,199,586)
article-body: ΤΟΚΙΟ, 3 (Ἀσσ. Πρές). — Ὁ «δράκος» τῆς Ἰαπωνίας, ὁ ὁποῖος ἐντὸς δύο μηνῶν διέπραξε πέντε φόνους, συνελήφθη ὑπὸ τῆς ἀστυνομίας. Ἐνεφανίζετο ὡς δικηγόρος καὶ ἐξηπάτα τὰ θύματά του. xyxy=(1149,514,1348,575)
headline-pickpocket-2: ΕΝΩ ΑΠΕΠΕΙΡΑΤΟ ΚΛΟΠΗΝ 1.500 ΔΡΧ. ΕΝ ΜΕΣΗ ΟΔΩ xyxy=(219,1217,579,1250)
column-foreign xyxy=(1149,8,1556,2336)
headline-cancer: ΝΕΑ ΣΥΣΚΕΥΗ ΚΑΤΑΠΟΛΕΜΗΣΕΩΣ ΤΟΥ ΚΑΡΚΙΝΟΥ xyxy=(1360,170,1553,198)
subheadline: Δύο ἐφονεύθησαν ἐξ ἀνατροπῆς γεωργικῶν ἑλκυστήρων εἰς Θεσσαλίαν.—Τέσσαρες εὗρον τὸν θάνατον εἰς Ἀθήνας xyxy=(225,825,572,873)
lecture-notice: ΤΟΥ κ. ΠΑΡΙΟΥ ΠΗΔΑΡΙΤΗ σήμερον 11ην π.μ. εἰς τὸ ἀνώτερον κεντρικὸν Βιβλιοθήκη Ἑλλάδος ἀρχιτέκτονες, θα ὁμιλήσῃ περί Ἀρχιτεκτονικῆς. xyxy=(14,37,206,85)
memorial-notice: Τελοῦμεν τὴν Κυριακὴν 9.30 π.μ. εἰς τὸν ἱερὸν ναὸν Ἁγίου Δημητρίου ἐτήσιον μνημόσυνον τοῦ ἀλησμονήτου συζύγου καὶ πατρός. xyxy=(14,1104,206,1152)
article-body: ΠΥΡΓΟΣ, 3. — Πλησίον τοῦ χωρίου Γεροντάκου ἀνετράπη ὑπὸ τοῦ ὁδηγοῦ του ἀγροτικὸν αὐτοκίνητον μὲ ἀποτέλεσμα νὰ φονευθοῦν δύο ἐπιβάται. xyxy=(404,1044,580,1104)
headline-industry: ΔΙΑ ΝΑ ΥΠΑΡΞΟΥΝ ΟΦΕΛΕΙΑΙ ΕΚ ΤΗΣ ΕΚΒΙΟΜΗΧΑΝΙΣΕΩΣ ΘΕΩΡΕΙΤΑΙ ΑΠΑΡΑΙΤΗΤΟΣ Η ΔΗΜΙΟΥΡΓΙΑ ΑΞΙΟΛΟΓΩΝ ΦΟΡΕΩΝ ΔΙΟΧΕΤΕΥΣΕΩΣ ΤΗΣ ΠΑΡΑΓΩΓΗΣ xyxy=(1159,1027,1545,1072)
funeral-notice: Ἡ κηδεία τοῦ προσφιλοῦς ἡμῶν συζύγου, πατρός καὶ ἀδελφοῦ θὰ γίνῃ σήμερον τὴν 3.30 μ.μ. ἐκ τοῦ ἱεροῦ ναοῦ Ἁγίου Νικολάου. Οἱ συγγενεῖς. xyxy=(14,1395,206,1443)
article-body: Τὴν 9.30 π.μ. χθὲς εἰς τὴν Νέαν Χαλκηδόνα παρεσύρθη ὑπὸ φορτηγοῦ αὐτοκινήτου ὁ 70ετὴς Ἰωάννης Παπαδόπουλος καὶ ἐτραυματίσθη θανασίμως. xyxy=(404,1109,580,1170)
inspector-heading: Ἡ ἐπίσημος (πρώτη) τοῦ «Ἐπιθεωρητοῦ» εἰς τὸ Κρατικόν xyxy=(17,234,203,285)
article-body: ΜΑΔΡΙΤΗ, 3 (Ἰδιαιτ. Τύπος). — Εἷς συγγενὴς τοῦ «πρίγκηπος» Ἄσε Μουσόλ, ὁ ὁποῖος διεκδικεῖ τὸν θρόνον τῆς Κύπρου, ἀνήγγειλεν ὅτι ὁ μόμης ἐπιθυμεῖ νὰ μεσολαβήσῃ διὰ τὴν εἰρήνευσιν τῆς νήσου. Ὑποστηρίζει ὅτι κατάγεται ἀπὸ τοὺς Κομνηνούς. xyxy=(218,631,394,728)
cappadocian-dancers-photo xyxy=(218,49,580,423)
article-body: ΑΘΗΝΑΙ, 3. — Διεθνὴς «πορτοφολᾶς» συνελήφθη χθὲς εἰς τὴν ὁδὸν Πανεπιστημίου, ἐνῷ ἀπεπειρᾶτο νὰ ἀφαιρέσῃ ἀπὸ τὸ θυλάκιον διερχομένου πολίτου πορτοφόλιον περιέχον 1.500 δραχμάς. Ὁ συλληφθεὶς ἰσχυρίζεται ὅτι εἶναι κινηματογραφιστὴς ἐκ Συρίας. xyxy=(404,1269,580,1380)
headline-fuel-tax: ΑΠΑΛΛΑΣΣΕΤΑΙ ΤΟΥ ΦΟΡΟΥ ΚΑΤΑΝΑΛΩΣΕΩΣ ΒΕΝΖΙΝΗΣ ΤΟ ΕΛΑΦΡΟΝ ΠΕΤΡΕΛΑΙΟΝ ΤΥΠΟΒΑΦΙΚΗΣ ΥΦΑΣΜΑΤΩΝ xyxy=(1170,1233,1535,1263)
divider xyxy=(14,545,206,547)
section-head: ΕΙΣ ΤΟΝ ΠΑΝΑΓΙΟΝ ΤΑΦΟΝ xyxy=(609,1483,750,1494)
wall-inscription-photo xyxy=(780,947,1137,1243)
thanks-notice: Εὐχαριστοῦμεν θερμῶς τοὺς συγγενεῖς καὶ φίλους οἱ ὁποῖοι μᾶς συνεπαρέστησαν εἰς τὸ πένθος μας. xyxy=(14,743,206,779)
article-body: Ὁ πάπας θὰ διέλθῃ τὴν ὁδὸν τοῦ Μαρτυρίου καὶ θὰ προσευχηθῇ εἰς τὸν Πανάγιον Τάφον. xyxy=(963,1274,1137,1310)
article-body: Ἐκ τοῦ κρατικοῦ θεάτρου Βορείου Ἑλλάδος ἀνεφέρθη ἡ ἐπίσημος παράστασις τοῦ ἔργου τοῦ Ν. Γκόγκολ «Ὁ Ἐπιθεωρητής», εἰς μετάφρασιν καὶ σκηνοθεσίαν. Πρωταγωνισταί: Ἀλ. Ἀλεξανδράκης, Ἀλεξ. Κουλουράς, Μ. Ἰωαννίδης, Κλ. Παπαδημητρίου. Ὁ Ἐπιθεωρητής θεωρεῖται ὡς ἕνα ἀπὸ τὰ καλύτερα ἔργα τοῦ παγκοσμίου θεάτρου. xyxy=(14,415,206,538)
article-body: ΚΩΝΣΤΑΝΤΙΝΟΥΠΟΛΙΣ, 3. — Ἐκ τοῦ οἰκουμενικοῦ Πατριαρχείου ἀνεκοινώθη ὅτι ἡ ἀναχώρησις τοῦ Πατριάρχου ἀνεβλήθη κατὰ μίαν ἡμέραν. xyxy=(961,745,1137,806)
column-rule xyxy=(1143,8,1145,2336)
article-body: Ἡ τουρκικὴ κυβέρνησις ἐδικαιολόγησε τὴν ἄρνησίν της ἰσχυρισθεῖσα ὅτι τὰ πνεύματα εἶναι ἐξημμένα λόγῳ τοῦ Κυπριακοῦ καὶ ὅτι δὲν δύναται νὰ ἐγγυηθῇ τὴν ἀσφάλειαν τοῦ ἀεροσκάφους. xyxy=(776,618,953,691)
divider xyxy=(1149,624,1556,626)
article-body: Εἰς τὴν Ἑλλάδα, κατὰ τὰς ἐκτιμήσεις τῶν εἰδικῶν, ἀπαιτεῖται ἡ σύστασις ἑνώσεων παραγωγῶν καὶ ἐξαγωγικῶν ὀργανισμῶν. xyxy=(1357,1076,1556,1125)
divider xyxy=(218,1391,580,1392)
article-body: Ἐκ τοῦ κρατικοῦ θεάτρου Βορείου Ἑλλάδος ἀνεφέρθη ἡ ἐπίσημος παράστασις τοῦ ἔργου τοῦ Ν. Γκόγκολ «Ὁ Ἐπιθεωρητής», εἰς μετάφρασιν καὶ σκηνοθεσίαν. Πρωταγωνισταί: Ἀλ. Ἀλεξανδράκης, Ἀλεξ. Κουλουράς, Μ. Ἰωαννίδης, Κλ. Παπαδημητρίου. Ὁ Ἐπιθεωρητής θεωρεῖται ὡς ἕνα ἀπὸ τὰ καλύτερα ἔργα τοῦ παγκοσμίου θεάτρου. xyxy=(14,288,206,411)
article-body: ΝΤΑΡ-ΕΣ-ΣΑΛΑΑΜ, 3 (Ρώυτερ). — Ὁ κ. Τσοὺ Ἐν Λάι θὰ ἐπισκεφθῇ καὶ τὴν Ταγκανίκαν. xyxy=(1357,903,1556,940)
lead-headline-1: Η ΤΟΥΡΚΙΑ ΠΑΡΕΜΠΟΔΙΖΕΙ xyxy=(624,8,1104,45)
section-head: ΑΙ ΠΡΟΕΤΟΙΜΑΣΙΑΙ xyxy=(632,1169,730,1180)
section-head: ΣΧΟΛΙΑ ΤΩΝ ΔΥΤΙΚΩΝ xyxy=(1399,946,1514,957)
subheadline: Θερμὸν μήνυμα τοῦ Ἐμβὲρ Χότζα πρὸς τὸν Μὰο Τσέ.— Ὁ ἀγὼν κατὰ τοῦ ρεβιζιονισμοῦ καὶ τοῦ ἰμπεριαλισμοῦ xyxy=(1153,692,1551,737)
